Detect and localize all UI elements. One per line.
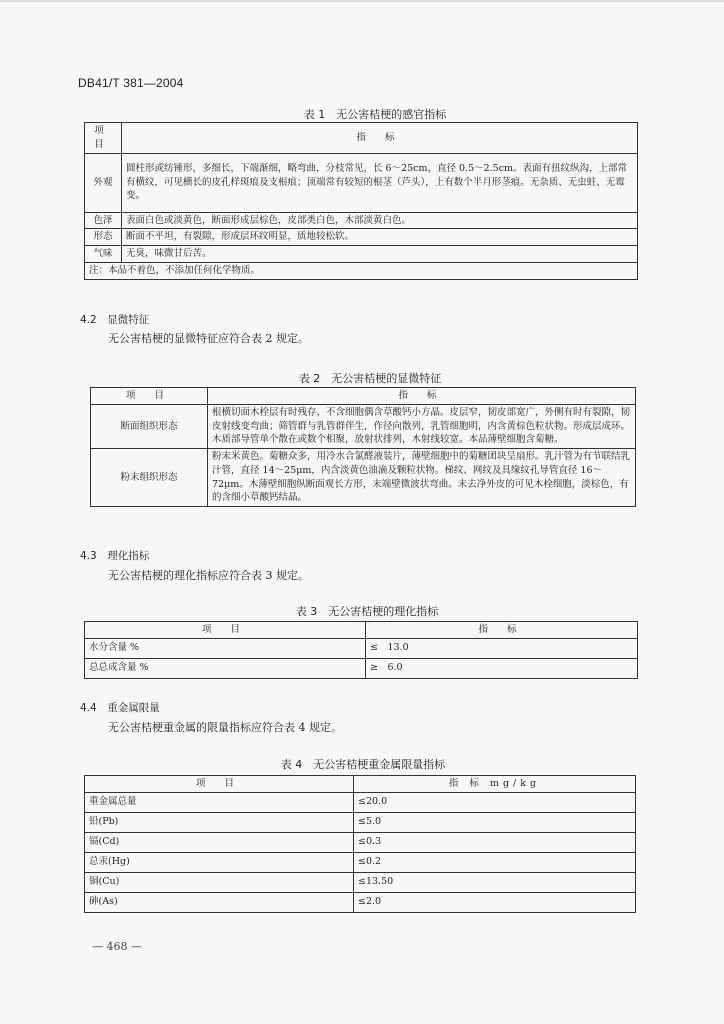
section-4-2-title: 4.2 显微特征 (80, 314, 150, 326)
table3 (84, 621, 638, 679)
scan-edge (0, 0, 724, 2)
section-4-2-text: 无公害桔梗的显微特征应符合表 2 规定。 (108, 332, 309, 345)
table-row (85, 212, 638, 229)
row-value: 无臭，味微甘后苦。 (122, 246, 638, 263)
row-item: 断面组织形态 (91, 404, 208, 448)
row-item: 外观 (85, 153, 122, 212)
section-4-3-text: 无公害桔梗的理化指标应符合表 3 规定。 (108, 569, 309, 582)
row-item: 镉(Cd) (85, 832, 354, 852)
table4 (84, 775, 636, 913)
table-header-row (91, 388, 636, 405)
page-number: — 468 — (92, 940, 142, 953)
row-item: 气味 (85, 246, 122, 263)
row-value: ≤13.50 (354, 872, 636, 892)
document-id: DB41/T 381—2004 (78, 76, 184, 90)
table-row (85, 638, 638, 658)
table-header-row (85, 123, 638, 154)
row-value: ≤0.2 (354, 852, 636, 872)
table-row (85, 246, 638, 263)
row-item: 总汞(Hg) (85, 852, 354, 872)
row-value: ≤5.0 (354, 812, 636, 832)
table2-caption: 表 2 无公害桔梗的显微特征 (298, 372, 442, 385)
row-value: 根横切面木栓层有时残存，不含细胞偶含草酸钙小方晶。皮层窄，韧皮部宽广，外侧有时有裂隙，韧皮射线变弯曲；筛管群与乳管群伴生，作径向散列，乳管细胞明，内含黄棕色粒状物。形成层成环。木质部导管单个散在或数个相聚，放射状排列，木射线较宽。本品薄壁细胞含菊糖。 (208, 404, 636, 448)
row-item: 铅(Pb) (85, 812, 354, 832)
table-row (85, 229, 638, 246)
row-value: 断面不平坦，有裂隙，形成层环纹明显，质地较松软。 (122, 229, 638, 246)
row-item: 总总成含量 % (85, 658, 366, 678)
row-value: ≤ 13.0 (366, 638, 638, 658)
table-header-row (85, 776, 636, 793)
table-row (85, 832, 636, 852)
table2 (90, 387, 636, 507)
table-row (85, 852, 636, 872)
row-value: ≤20.0 (354, 792, 636, 812)
table-row (85, 153, 638, 212)
row-value: ≤0.3 (354, 832, 636, 852)
table-row (91, 404, 636, 448)
row-item: 色泽 (85, 212, 122, 229)
col-item-header: 项 目 (85, 622, 366, 639)
row-item: 重金属总量 (85, 792, 354, 812)
table-row (85, 792, 636, 812)
row-item: 水分含量 % (85, 638, 366, 658)
col-index-header: 指 标 (122, 123, 638, 154)
table-note-row (85, 262, 638, 279)
section-4-4-text: 无公害桔梗重金属的限量指标应符合表 4 规定。 (108, 721, 342, 734)
row-value: 粉末米黄色。菊糖众多，用冷水合氯醛液装片，薄壁细胞中的菊糖团块呈扇形。乳汁管为有节联结乳汁管，直径 14～25μm，内含淡黄色油滴及颗粒状物。梯纹、网纹及具缘纹孔导管直径 16～72μm。木薄壁细胞纵断面观长方形，末端壁微波状弯曲。未去净外皮的可见木栓细胞，淡棕色，有的含细小草酸钙结晶。 (208, 449, 636, 507)
col-item-header: 项 目 (91, 388, 208, 405)
row-value: ≤2.0 (354, 892, 636, 912)
table-row (85, 658, 638, 678)
row-value: 圆柱形或纺锤形，多细长，下端渐细，略弯曲，分枝常见，长 6～25cm，直径 0.5～2.5cm。表面有扭纹纵沟，上部常有横纹，可见横长的皮孔样斑痕及支根痕；顶端常有较短的根茎（芦头），上有数个半月形茎痕。无杂质、无虫蛀、无霉变。 (122, 153, 638, 212)
table-row (85, 892, 636, 912)
section-4-4-title: 4.4 重金属限量 (80, 702, 160, 714)
col-index-header: 指 标 (208, 388, 636, 405)
col-index-header: 指 标 (366, 622, 638, 639)
section-4-3-title: 4.3 理化指标 (80, 550, 150, 562)
row-item: 形态 (85, 229, 122, 246)
table-note: 注：本品不着色，不添加任何化学物质。 (85, 262, 638, 279)
table3-caption: 表 3 无公害桔梗的理化指标 (295, 605, 439, 618)
table-row (91, 449, 636, 507)
table1 (84, 122, 638, 280)
row-item: 铜(Cu) (85, 872, 354, 892)
col-index-header: 指 标 mg/kg (354, 776, 636, 793)
table-row (85, 812, 636, 832)
table-row (85, 872, 636, 892)
table4-caption: 表 4 无公害桔梗重金属限量指标 (280, 758, 446, 771)
row-item: 粉末组织形态 (91, 449, 208, 507)
col-item-header: 项 目 (85, 123, 122, 154)
row-item: 砷(As) (85, 892, 354, 912)
row-value: ≥ 6.0 (366, 658, 638, 678)
row-value: 表面白色或淡黄色，断面形成层棕色，皮部类白色，木部淡黄白色。 (122, 212, 638, 229)
col-item-header: 项 目 (85, 776, 354, 793)
table1-caption: 表 1 无公害桔梗的感官指标 (303, 108, 447, 121)
table-header-row (85, 622, 638, 639)
